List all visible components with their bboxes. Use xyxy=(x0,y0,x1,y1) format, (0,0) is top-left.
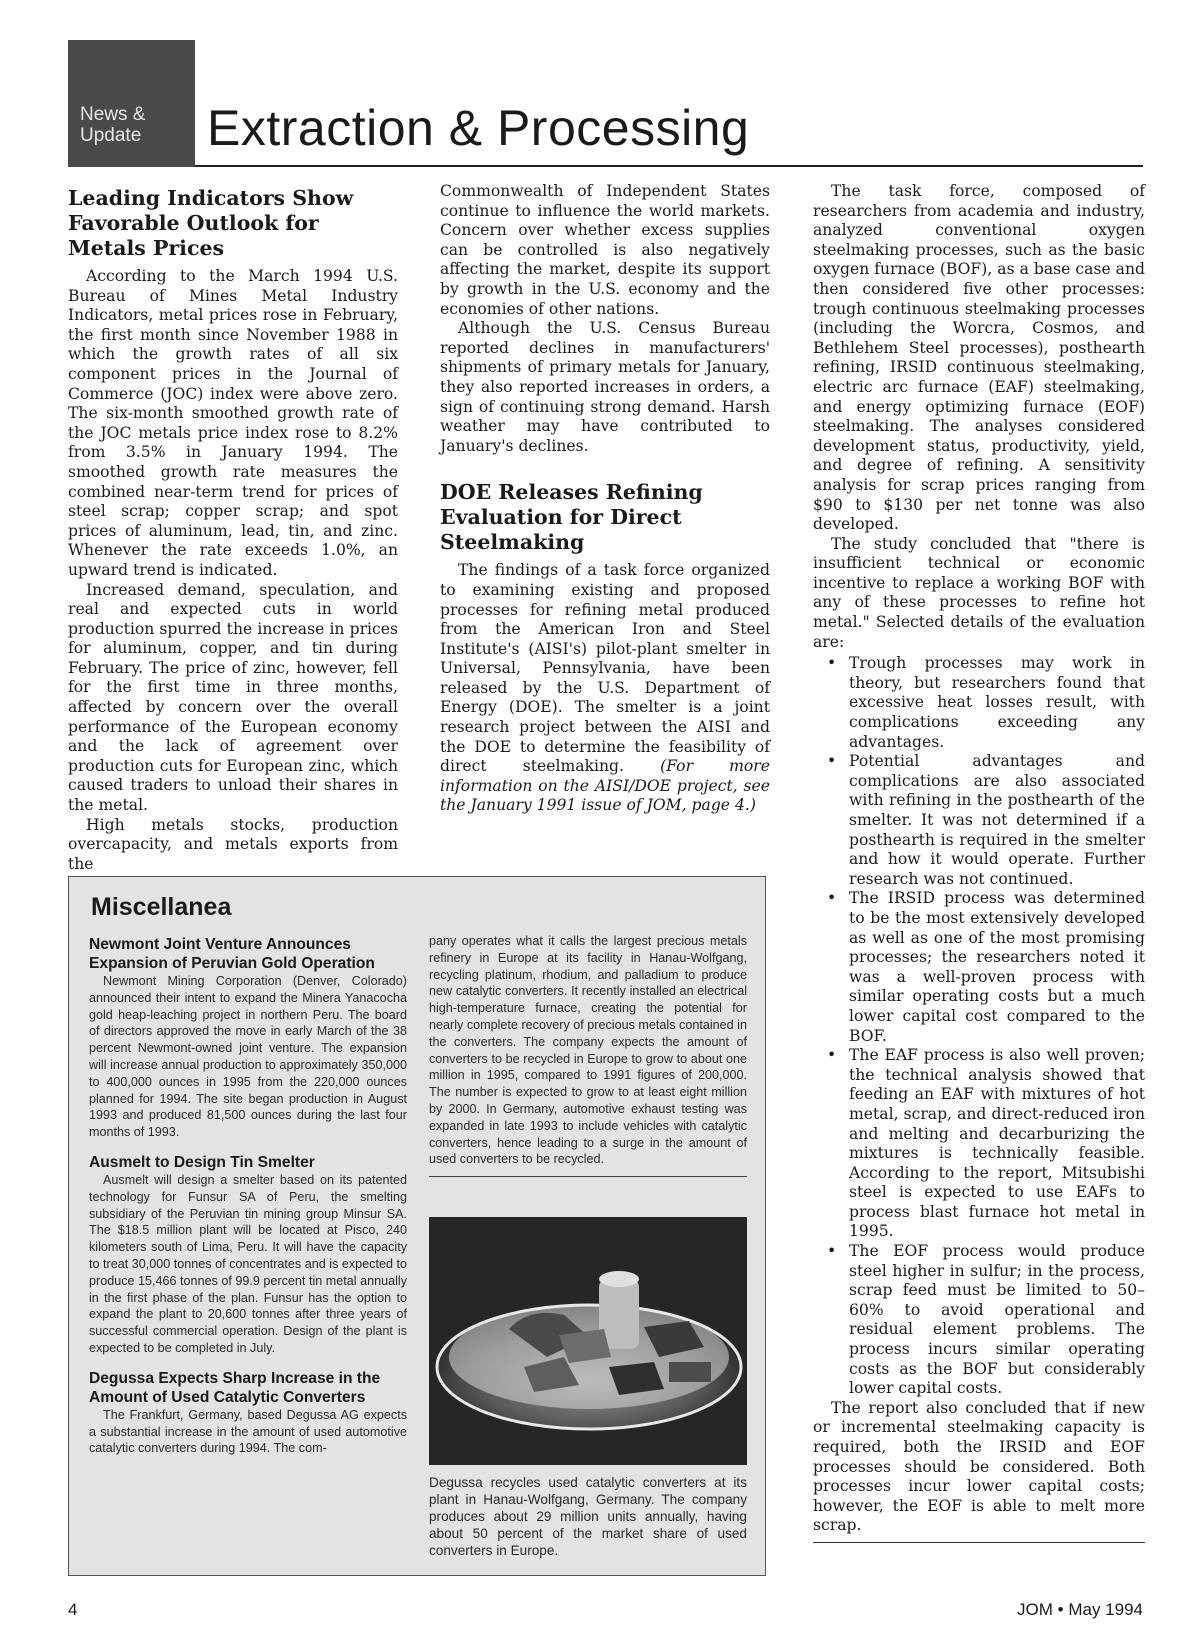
article2-headline: DOE Releases Refining Evaluation for Direct Steelmaking xyxy=(440,480,703,555)
bullet-icon: • xyxy=(827,1242,837,1261)
miscellanea-rule xyxy=(429,1176,747,1177)
column-left xyxy=(68,186,398,874)
miscellanea-title: Miscellanea xyxy=(91,893,232,921)
journal-issue: JOM • May 1994 xyxy=(1017,1600,1143,1619)
badge-line-2: Update xyxy=(80,125,142,146)
bullet-icon: • xyxy=(827,889,837,908)
bullet-text: Potential advantages and complications are also associated with refining in the posthearth of the smelter. It was not determined if a posthearth is required in the smelter and how it would operate. Further research was not continued. xyxy=(849,752,1145,888)
article1-paragraph-3: High metals stocks, production overcapacity, and metals exports from the xyxy=(68,815,398,873)
article1-headline: Leading Indicators Show Favorable Outlook for Metals Prices xyxy=(68,186,354,260)
bullet-icon: • xyxy=(827,654,837,673)
bullet-item xyxy=(813,752,1145,889)
converter-pile-image xyxy=(429,1217,747,1465)
bullet-icon: • xyxy=(827,752,837,771)
page-number: 4 xyxy=(68,1600,78,1619)
bullet-item xyxy=(813,889,1145,1046)
bullet-text: The IRSID process was determined to be the most extensively developed as well as one of the most promising processes; the researchers noted it was a well-proven process with similar operating costs but a much lower capital cost compared to the BOF. xyxy=(849,889,1145,1045)
header-rule xyxy=(195,165,1143,167)
degussa-body: The Frankfurt, Germany, based Degussa AG expects a substantial increase in the amount of used automotive catalytic converters during 1994. The com- xyxy=(89,1407,407,1456)
column-right xyxy=(813,182,1145,1543)
badge-line-1: News & xyxy=(80,104,146,125)
article1-paragraph-1: According to the March 1994 U.S. Bureau of Mines Metal Industry Indicators, metal prices rose in February, the first month since November 1988 in which the growth rates of all six component prices in the Journal of Commerce (JOC) index were above zero. The six-month smoothed growth rate of the JOC metals price index rose to 8.2% from 3.5% in January 1994. The smoothed growth rate measures the combined near-term trend for prices of steel scrap; copper scrap; and spot prices of aluminum, lead, tin, and zinc. Whenever the rate exceeds 1.0%, an upward trend is indicated. xyxy=(68,267,398,579)
article2-paragraph-2: The task force, composed of researchers from academia and industry, analyzed conventional oxygen steelmaking processes, such as the basic oxygen furnace (BOF), as a base case and then considered five other processes: trough continuous steelmaking processes (including the Worcra, Cosmos, and Bethlehem Steel processes), posthearth refining, IRSID continuous steelmaking, electric arc furnace (EAF) steelmaking, and energy optimizing furnace (EOF) steelmaking. The analyses considered development status, productivity, yield, and degree of refining. A sensitivity analysis for scrap prices ranging from $90 to $130 per net tonne was also developed. xyxy=(813,182,1145,534)
newmont-headline: Newmont Joint Venture Announces Expansion of Peruvian Gold Operation xyxy=(89,936,375,972)
article2-reference-note: (For more information on the AISI/DOE project, see the January 1991 issue of JOM, page 4.) xyxy=(440,757,770,815)
newmont-body: Newmont Mining Corporation (Denver, Colorado) announced their intent to expand the Minera Yanacocha gold heap-leaching project in northern Peru. The board of directors approved the move in early March of the 38 percent Newmont-owned joint venture. The expansion will increase annual production to approximately 350,000 to 400,000 ounces in 1995 from the 220,000 ounces planned for 1994. The site began production in August 1993 and produced 81,500 ounces during the last four months of 1993. xyxy=(89,974,407,1140)
section-title: Extraction & Processing xyxy=(207,100,750,156)
article2-paragraph-3: The study concluded that "there is insufficient technical or economic incentive to replace a working BOF with any of these processes to refine hot metal." Selected details of the evaluation are: xyxy=(813,534,1145,651)
news-update-badge xyxy=(68,40,195,167)
bullet-item xyxy=(813,654,1145,752)
article2-paragraph-1 xyxy=(440,561,770,816)
ausmelt-body: Ausmelt will design a smelter based on its patented technology for Funsur SA of Peru, the smelting subsidiary of the Peruvian tin mining group Minsur SA. The $18.5 million plant will be located at Pisco, 240 kilometers south of Lima, Peru. It will have the capacity to treat 30,000 tonnes of concentrates and is expected to produce 15,466 tonnes of 99.9 percent tin metal annually in the first phase of the plan. Funsur has the option to expand the plant to 20,600 tonnes after three years of successful commercial operation. Design of the plant is expected to be completed in July. xyxy=(89,1172,407,1355)
column-middle xyxy=(440,182,770,816)
bullet-item xyxy=(813,1242,1145,1399)
bullet-icon: • xyxy=(827,1046,837,1065)
miscellanea-box xyxy=(68,876,766,1576)
evaluation-bullet-list xyxy=(813,654,1145,1399)
miscellanea-right-column xyxy=(429,933,747,1177)
article-end-rule xyxy=(813,1542,1145,1543)
bullet-text: Trough processes may work in theory, but researchers found that excessive heat losses result, with complications exceeding any advantages. xyxy=(849,654,1145,751)
photo-caption: Degussa recycles used catalytic converters at its plant in Hanau-Wolfgang, Germany. The company produces about 29 million units annually, having about 50 percent of the market share of used converters in Europe. xyxy=(429,1475,747,1558)
miscellanea-left-column xyxy=(89,935,407,1457)
degussa-body-continued: pany operates what it calls the largest precious metals refinery in Europe at its facility in Hanau-Wolfgang, recycling platinum, rhodium, and palladium to produce new catalytic converters. It recently installed an electrical high-temperature furnace, creating the potential for nearly complete recovery of precious metals contained in the converters. The company expects the amount of converters to be recycled in Europe to grow to about one million in 1995, compared to 1991 figures of 200,000. The number is expected to grow to at least eight million by 2000. In Germany, automotive exhaust testing was expanded in late 1993 to include vehicles with catalytic converters, hence leading to a surge in the amount of used converters to be recycled. xyxy=(429,934,747,1167)
ausmelt-headline: Ausmelt to Design Tin Smelter xyxy=(89,1153,315,1171)
article1-paragraph-3-continued: Commonwealth of Independent States continue to influence the world markets. Concern over whether excess supplies can be controlled is also negatively affecting the market, despite its support by growth in the U.S. economy and the economies of other nations. xyxy=(440,182,770,318)
bullet-text: The EAF process is also well proven; the technical analysis showed that feeding an EAF with mixtures of hot metal, scrap, and direct-reduced iron and melting and decarburizing the mixtures is technically feasible. According to the report, Mitsubishi steel is expected to use EAFs to process blast furnace hot metal in 1995. xyxy=(849,1046,1145,1241)
article1-paragraph-2: Increased demand, speculation, and real and expected cuts in world production spurred the increase in prices for aluminum, copper, and tin during February. The price of zinc, however, fell for the first time in three months, affected by concern over the overall performance of the European economy and the lack of agreement over production cuts for European zinc, which caused traders to unload their shares in the metal. xyxy=(68,580,398,815)
bullet-text: The EOF process would produce steel higher in sulfur; in the process, scrap feed must be limited to 50–60% to avoid operational and residual element problems. The process incurs similar operating costs as the BOF but considerably lower capital costs. xyxy=(849,1242,1145,1398)
article2-paragraph-1-text: The findings of a task force organized to examining existing and proposed processes for refining metal produced from the American Iron and Steel Institute's (AISI's) pilot-plant smelter in Universal, Pennsylvania, have been released by the U.S. Department of Energy (DOE). The smelter is a joint research project between the AISI and the DOE to determine the feasibility of direct steelmaking. xyxy=(440,561,770,776)
bullet-item xyxy=(813,1046,1145,1242)
article2-paragraph-4: The report also concluded that if new or incremental steelmaking capacity is required, both the IRSID and EOF processes should be considered. Both processes incur lower capital costs; however, the EOF is able to melt more scrap. xyxy=(813,1398,1145,1535)
article1-paragraph-4: Although the U.S. Census Bureau reported declines in manufacturers' shipments of primary metals for January, they also reported increases in orders, a sign of continuing strong demand. Harsh weather may have contributed to January's declines. xyxy=(440,319,770,455)
degussa-headline: Degussa Expects Sharp Increase in the Amount of Used Catalytic Converters xyxy=(89,1369,381,1406)
catalytic-converter-photo xyxy=(429,1217,747,1465)
